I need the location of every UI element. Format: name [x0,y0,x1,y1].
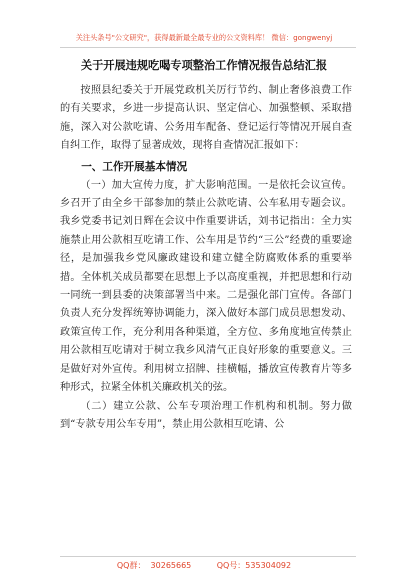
intro-paragraph: 按照县纪委关于开展党政机关厉行节约、制止奢侈浪费工作的有关要求，乡进一步提高认识、坚定信心、加强整顿、采取措施，深入对公款吃请、公务用车配备、登记运行等情况开展自查自纠工作，取得了显著成效，现将自查情况汇报如下： [60,85,352,152]
body-paragraph: （二）建立公款、公车专项治理工作机构和机制。努力做到“专款专用公车专用”，禁止用公款相互吃请、公 [60,400,352,430]
header-promo-banner: 关注头条号"公文研究"，获得最新最全最专业的公文资料库！ 微信：gongwenyj [75,33,333,42]
document-title: 关于开展违规吃喝专项整治工作情况报告总结汇报 [80,58,328,72]
section-heading: 一、工作开展基本情况 [81,160,188,173]
footer-divider [60,556,356,557]
body-paragraph: （一）加大宣传力度，扩大影响范围。一是依托会议宣传。乡召开了由全乡干部参加的禁止公款吃请、公车私用专题会议。我乡党委书记刘日辉在会议中作重要讲话，刘书记指出：全力实施禁止用公款相互吃请工作、公车用是节约“三公”经费的重要途径，是加强我乡党风廉政建设和建立健全防腐败体系的重要举措。全体机关成员都要在思想上予以高度重视，并把思想和行动一同统一到县委的决策部署当中来。二是强化部门宣传。各部门负责人充分发挥统筹协调能力，深入做好本部门成员思想发动、政策宣传工作，充分利用各种渠道，全方位、多角度地宣传禁止用公款相互吃请对于树立我乡风清气正良好形象的重要意义。三是做好对外宣传。利用树立招牌、挂横幅，播放宣传教育片等多种形式，拉紧全体机关廉政机关的弦。 [60,179,352,394]
document-body [60,82,352,434]
footer-contact: QQ群： 30265665 QQ号：535304092 [116,561,292,570]
header-divider [60,47,356,48]
